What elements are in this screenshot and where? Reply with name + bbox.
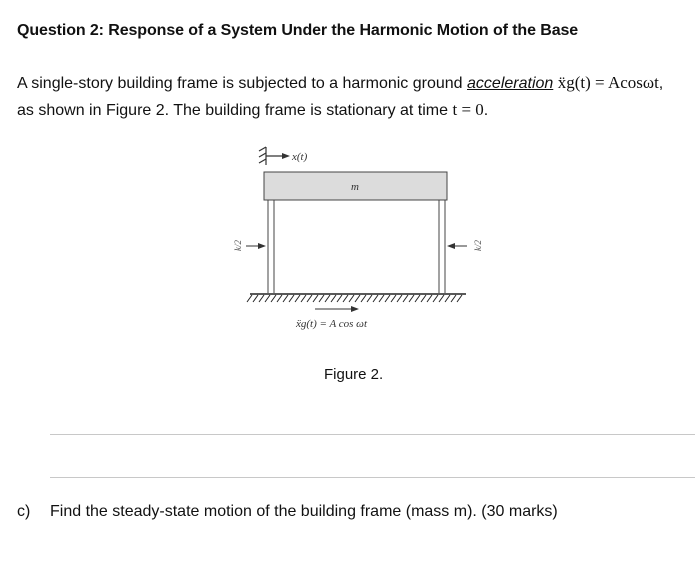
left-stiffness-arrow-icon xyxy=(258,243,266,249)
acceleration-word: acceleration xyxy=(467,75,554,92)
hatch-mark xyxy=(391,295,396,302)
figure-caption: Figure 2. xyxy=(324,366,384,383)
displacement-arrow-icon xyxy=(282,153,290,159)
hatch-mark xyxy=(457,295,462,302)
hatch-mark xyxy=(253,295,258,302)
ground-hatching xyxy=(247,295,462,302)
hatch-mark xyxy=(259,295,264,302)
hatch-mark xyxy=(367,295,372,302)
hatch-mark xyxy=(421,295,426,302)
hatch-mark xyxy=(313,295,318,302)
hatch-mark xyxy=(409,295,414,302)
ground-acceleration-formula: ẍg(t) = Acosωt xyxy=(557,73,659,92)
hatch-mark xyxy=(325,295,330,302)
ground-acceleration-label: ẍg(t) = A cos ωt xyxy=(296,318,367,330)
left-column xyxy=(268,200,274,293)
statement-text-2: , xyxy=(658,75,664,92)
displacement-reference-icon xyxy=(259,147,284,165)
answer-line-2 xyxy=(50,477,695,478)
hatch-mark xyxy=(415,295,420,302)
hatch-mark xyxy=(289,295,294,302)
answer-line-1 xyxy=(50,434,695,435)
hatch-mark xyxy=(247,295,252,302)
hatch-mark xyxy=(373,295,378,302)
hatch-mark xyxy=(337,295,342,302)
hatch-mark xyxy=(439,295,444,302)
hatch-mark xyxy=(331,295,336,302)
hatch-mark xyxy=(301,295,306,302)
hatch-mark xyxy=(397,295,402,302)
hatch-mark xyxy=(361,295,366,302)
hatch-mark xyxy=(265,295,270,302)
hatch-mark xyxy=(277,295,282,302)
hatch-mark xyxy=(445,295,450,302)
right-stiffness-arrow-icon xyxy=(447,243,455,249)
ground-motion-arrow-icon xyxy=(351,306,359,312)
displacement-label: x(t) xyxy=(292,151,308,163)
hatch-mark xyxy=(343,295,348,302)
time-expression: t = 0 xyxy=(452,100,484,119)
hatch-mark xyxy=(307,295,312,302)
hatch-mark xyxy=(319,295,324,302)
statement-text-3: as shown in Figure 2. The building frame is stationary at time xyxy=(17,102,453,119)
hatch-mark xyxy=(451,295,456,302)
question-heading: Question 2: Response of a System Under the Harmonic Motion of the Base xyxy=(17,22,579,39)
hatch-mark xyxy=(433,295,438,302)
right-column xyxy=(439,200,445,293)
question-c-text: Find the steady-state motion of the building frame (mass m). (30 marks) xyxy=(50,503,558,520)
hatch-mark xyxy=(403,295,408,302)
statement-text-1: A single-story building frame is subjected to a harmonic ground xyxy=(17,75,468,92)
left-stiffness-label: k/2 xyxy=(233,240,243,251)
hatch-mark xyxy=(385,295,390,302)
mass-label: m xyxy=(351,181,359,193)
hatch-mark xyxy=(295,295,300,302)
hatch-mark xyxy=(349,295,354,302)
right-stiffness-label: k/2 xyxy=(473,240,483,251)
statement-text-4: . xyxy=(483,102,489,119)
hatch-mark xyxy=(427,295,432,302)
question-c-label: c) xyxy=(17,503,31,520)
hatch-mark xyxy=(271,295,276,302)
hatch-mark xyxy=(379,295,384,302)
question-c xyxy=(17,503,558,521)
hatch-mark xyxy=(283,295,288,302)
hatch-mark xyxy=(355,295,360,302)
